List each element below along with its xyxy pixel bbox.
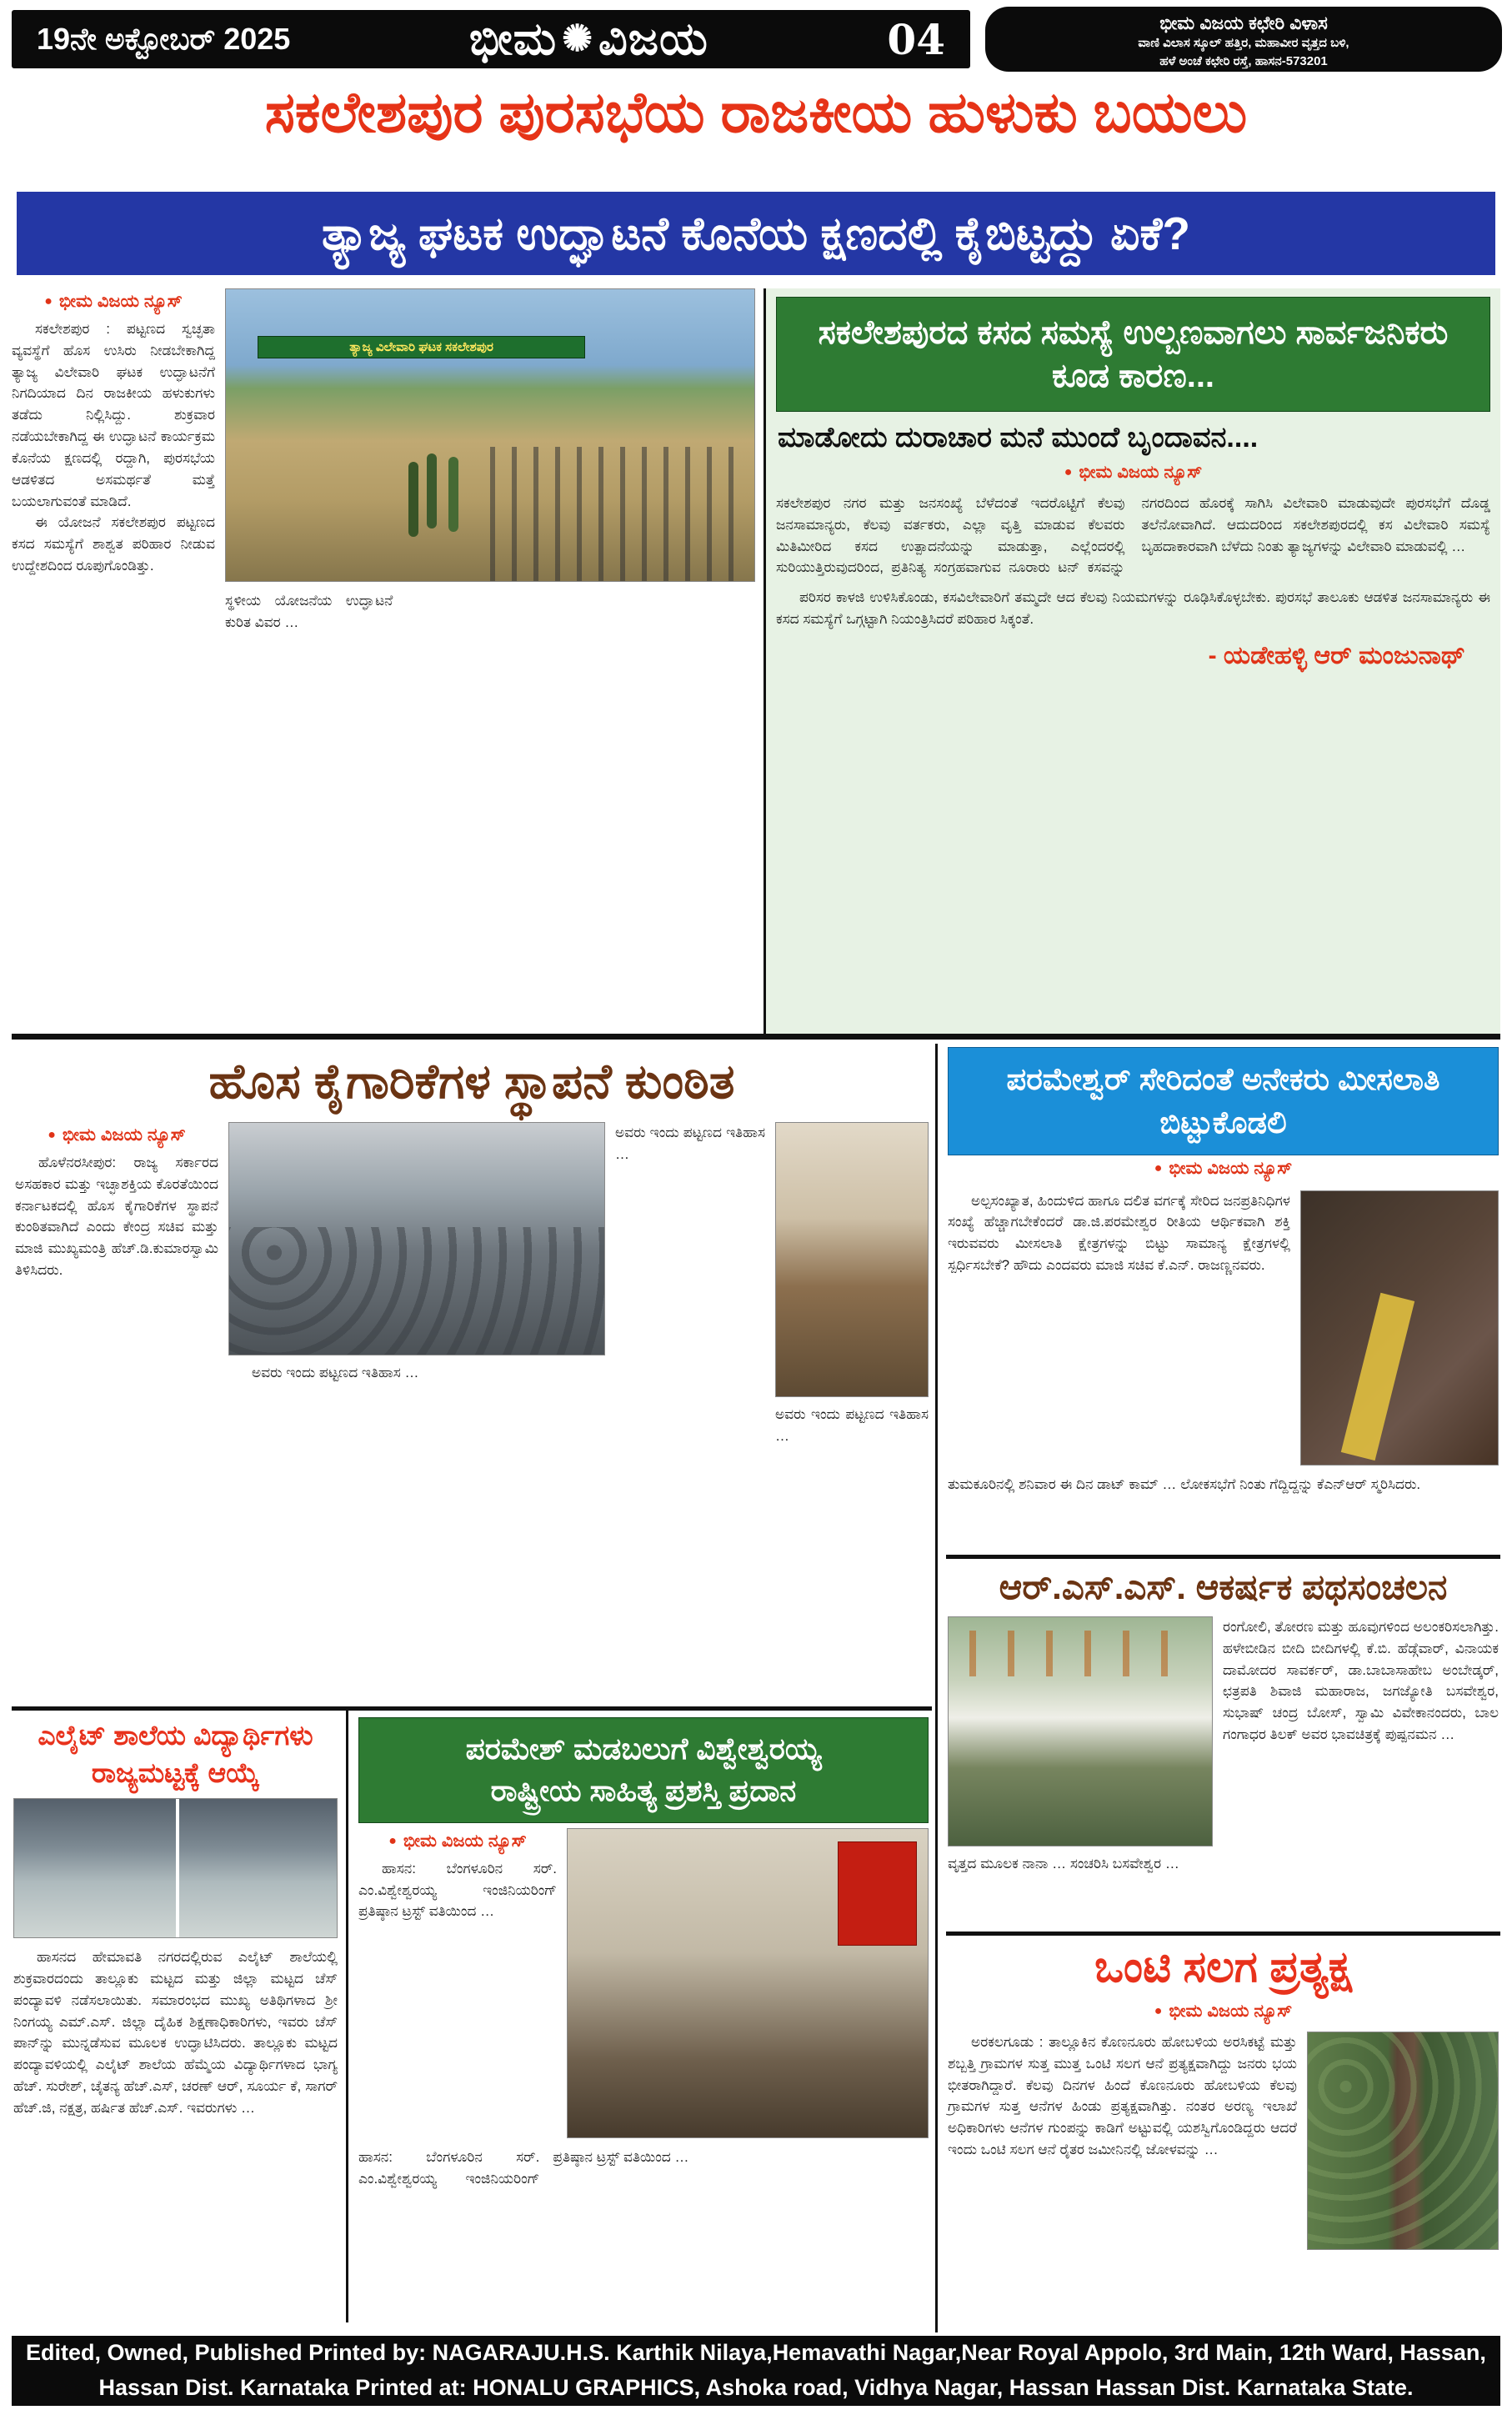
elite-school-body: ಹಾಸನದ ಹೇಮಾವತಿ ನಗರದಲ್ಲಿರುವ ಎಲೈಟ್ ಶಾಲೆಯಲ್ಲಿ ಶುಕ್ರವಾರದಂದು ತಾಲ್ಲೂಕು ಮಟ್ಟದ ಮತ್ತು ಜಿಲ್ಲಾ ಮಟ್ಟದ ಚೆಸ್ ಪಂದ್ಯಾವಳಿ ನಡೆಸಲಾಯಿತು. ಸಮಾರಂಭದ ಮುಖ್ಯ ಅತಿಥಿಗಳಾದ ಶ್ರೀ ನಿಂಗಯ್ಯ ಎಮ್.ಎಸ್. ಜಿಲ್ಲಾ ದೈಹಿಕ ಶಿಕ್ಷಣಾಧಿಕಾರಿಗಳು, ಇವರು ಚೆಸ್ ಪಾನ್‌ನ್ನು ಮುನ್ನಡೆಸುವ ಮೂಲಕ ಉದ್ಘಾಟಿಸಿದರು. ತಾಲ್ಲೂಕು ಮಟ್ಟದ ಪಂದ್ಯಾವಳಿಯಲ್ಲಿ ಎಲೈಟ್ ಶಾಲೆಯ ಹೆಮ್ಮೆಯ ವಿದ್ಯಾರ್ಥಿಗಳಾದ ಭಾಗ್ಯ ಹೆಚ್. ಸುರೇಶ್, ಚೈತನ್ಯ ಹೆಚ್.ಎಸ್, ಚರಣ್ ಆರ್, ಸೂರ್ಯ ಕೆ, ಸಾಗರ್ ಹೆಚ್.ಜಿ, ನಕ್ಷತ್ರ, ಹರ್ಷಿತ ಹೆಚ್.ಎಸ್. ಇವರುಗಳು … [13, 1949, 338, 2116]
reservation-body-end: ತುಮಕೂರಿನಲ್ಲಿ ಶನಿವಾರ ಈ ದಿನ ಡಾಟ್ ಕಾಮ್ … ಲೋಕಸಭೆಗೆ ನಿಂತು ಗೆದ್ದಿದ್ದನ್ನು ಕೆಎನ್‌ಆರ್ ಸ್ಮರಿಸಿದರು. [948, 1476, 1421, 1492]
masthead-bar [12, 10, 970, 68]
news-byline [15, 1122, 218, 1152]
waste-plant-photo [225, 288, 755, 582]
byline-label: ಭೀಮ ವಿಜಯ ನ್ಯೂಸ್ [62, 1125, 186, 1145]
industries-column-1 [15, 1122, 218, 1447]
industries-article [12, 1044, 932, 1711]
publisher-footer [12, 2336, 1500, 2406]
elephant-article [946, 1936, 1500, 2255]
rss-body-fragment: ವೃತ್ತದ ಮೂಲಕ ನಾನಾ … ಸಂಚರಿಸಿ ಬಸವೇಶ್ವರ … [948, 1856, 1179, 1871]
award-body: ಹಾಸನ: ಬೆಂಗಳೂರಿನ ಸರ್. ಎಂ.ವಿಶ್ವೇಶ್ವರಯ್ಯ ಇಂಜಿನಿಯರಿಂಗ್ ಪ್ರತಿಷ್ಠಾನ ಟ್ರಸ್ಟ್ ವತಿಯಿಂದ … [358, 1860, 557, 1920]
stage-banner-shape [838, 1841, 917, 1947]
industries-column-3: ಅವರು ಇಂದು ಪಟ್ಟಣದ ಇತಿಹಾಸ … [615, 1125, 765, 1162]
kumaraswamy-visit-photo [228, 1122, 605, 1355]
masthead-word-left: ಭೀಮ [468, 13, 558, 64]
crowd-shape [229, 1227, 604, 1355]
right-region [935, 1044, 1500, 2332]
oped-headline: ಸಕಲೇಶಪುರದ ಕಸದ ಸಮಸ್ಯೆ ಉಲ್ಬಣವಾಗಲು ಸಾರ್ವಜನಿಕರು ಕೂಡ ಕಾರಣ... [776, 297, 1490, 412]
lead-article [12, 288, 755, 1034]
byline-bullet-icon: ● [48, 1128, 56, 1142]
oped-author-signoff: - ಯಡೇಹಳ್ಳಿ ಆರ್ ಮಂಜುನಾಥ್ [1208, 641, 1465, 669]
reservation-headline: ಪರಮೇಶ್ವರ್ ಸೇರಿದಂತೆ ಅನೇಕರು ಮೀಸಲಾತಿ ಬಿಟ್ಟುಕೊಡಲಿ [948, 1047, 1499, 1155]
foliage-shape [1308, 2032, 1498, 2249]
lead-body-paragraph-1: ಸಕಲೇಶಪುರ : ಪಟ್ಟಣದ ಸ್ವಚ್ಛತಾ ವ್ಯವಸ್ಥೆಗೆ ಹೊಸ ಉಸಿರು ನೀಡಬೇಕಾಗಿದ್ದ ತ್ಯಾಜ್ಯ ವಿಲೇವಾರಿ ಘಟಕ ಉದ್ಘಾಟನೆಗೆ ನಿಗದಿಯಾದ ದಿನ ರಾಜಕೀಯ ಹಳುಕುಗಳು ತಡೆದು ನಿಲ್ಲಿಸಿದ್ದು. ಶುಕ್ರವಾರ ನಡೆಯಬೇಕಾಗಿದ್ದ ಈ ಉದ್ಘಾಟನೆ ಕಾರ್ಯಕ್ರಮ ಕೊನೆಯ ಕ್ಷಣದಲ್ಲಿ ರದ್ದಾಗಿ, ಪುರಸಭೆಯ ಆಡಳಿತದ ಅಸಮರ್ಥತೆ ಮತ್ತೆ ಬಯಲಾಗುವಂತೆ ಮಾಡಿದೆ. [12, 321, 215, 509]
gate-bars-shape [490, 447, 733, 581]
byline-label: ಭೀಮ ವಿಜಯ ನ್ಯೂಸ್ [1169, 1158, 1293, 1178]
section-divider [12, 1034, 1500, 1040]
lead-headline: ಸಕಲೇಶಪುರ ಪುರಸಭೆಯ ರಾಜಕೀಯ ಹುಳುಕು ಬಯಲು [264, 81, 1248, 144]
page-number: 04 [887, 14, 945, 64]
office-address-line1: ವಾಣಿ ವಿಲಾಸ ಸ್ಕೂಲ್ ಹತ್ತಿರ, ಮಹಾವೀರ ವೃತ್ತದ ಬಳಿ, [1138, 36, 1349, 50]
byline-bullet-icon: ● [1064, 465, 1073, 479]
industries-column-4-text: ಅವರು ಇಂದು ಪಟ್ಟಣದ ಇತಿಹಾಸ … [775, 1406, 929, 1444]
rss-body: ರಂಗೋಲಿ, ತೋರಣ ಮತ್ತು ಹೂವುಗಳಿಂದ ಅಲಂಕರಿಸಲಾಗಿತ್ತು. ಹಳೇಬೀಡಿನ ಬೀದಿ ಬೀದಿಗಳಲ್ಲಿ ಕೆ.ಬಿ. ಹೆಡ್ಗೆವಾರ್, ವಿನಾಯಕ ದಾಮೋದರ ಸಾವರ್ಕರ್, ಡಾ.ಬಾಬಾಸಾಹೇಬ ಅಂಬೇಡ್ಕರ್, ಛತ್ರಪತಿ ಶಿವಾಜಿ ಮಹಾರಾಜ, ಜಗಜ್ಯೋತಿ ಬಸವೇಶ್ವರ, ಸುಭಾಷ್ ಚಂದ್ರ ಬೋಸ್, ಸ್ವಾಮಿ ವಿವೇಕಾನಂದರು, ಬಾಲ ಗಂಗಾಧರ ತಿಲಕ್ ಅವರ ಭಾವಚಿತ್ರಕ್ಕೆ ಪುಷ್ಪನಮನ … [1223, 1619, 1499, 1743]
award-headline [358, 1717, 929, 1823]
award-body-continued: ಹಾಸನ: ಬೆಂಗಳೂರಿನ ಸರ್. ಎಂ.ವಿಶ್ವೇಶ್ವರಯ್ಯ ಇಂಜಿನಿಯರಿಂಗ್ ಪ್ರತಿಷ್ಠಾನ ಟ್ರಸ್ಟ್ ವತಿಯಿಂದ … [358, 2148, 689, 2187]
office-address-line2: ಹಳೆ ಅಂಚೆ ಕಛೇರಿ ರಸ್ತೆ, ಹಾಸನ-573201 [1159, 53, 1328, 68]
byline-label: ಭೀಮ ವಿಜಯ ನ್ಯೂಸ್ [403, 1831, 527, 1851]
industries-headline: ಹೊಸ ಕೈಗಾರಿಕೆಗಳ ಸ್ಥಾಪನೆ ಕುಂಠಿತ [208, 1055, 735, 1109]
lead-body-paragraph-2: ಈ ಯೋಜನೆ ಸಕಲೇಶಪುರ ಪಟ್ಟಣದ ಕಸದ ಸಮಸ್ಯೆಗೆ ಶಾಶ್ವತ ಪರಿಹಾರ ನೀಡುವ ಉದ್ದೇಶದಿಂದ ರೂಪುಗೊಂಡಿತ್ತು. [12, 514, 215, 574]
oped-article [764, 288, 1500, 1034]
students-group-photo [13, 1798, 338, 1938]
oped-body: ಸಕಲೇಶಪುರ ನಗರ ಮತ್ತು ಜನಸಂಖ್ಯೆ ಬೆಳೆದಂತೆ ಇದರೊಟ್ಟಿಗೆ ಕೆಲವು ಜನಸಾಮಾನ್ಯರು, ಕೆಲವು ವರ್ತಕರು, ಎಲ್ಲಾ ವೃತ್ತಿ ಮಾಡುವ ಕೆಲವರು ಮಿತಿಮೀರಿದ ಕಸದ ಉತ್ಪಾದನೆಯನ್ನು ಮಾಡುತ್ತಾ, ಎಲ್ಲೆಂದರಲ್ಲಿ ಸುರಿಯುತ್ತಿರುವುದರಿಂದ, ಪ್ರತಿನಿತ್ಯ ಸಂಗ್ರಹವಾಗುವ ನೂರಾರು ಟನ್ ಕಸವನ್ನು ನಗರದಿಂದ ಹೊರಕ್ಕೆ ಸಾಗಿಸಿ ವಿಲೇವಾರಿ ಮಾಡುವುದೇ ಪುರಸಭೆಗೆ ದೊಡ್ಡ ತಲೆನೋವಾಗಿದೆ. ಆದುದರಿಂದ ಸಕಲೇಶಪುರದಲ್ಲಿ ಕಸ ವಿಲೇವಾರಿ ಸಮಸ್ಯೆ ಬೃಹದಾಕಾರವಾಗಿ ಬೆಳೆದು ನಿಂತು ತ್ಯಾಜ್ಯಗಳನ್ನು ವಿಲೇವಾರಿ ಮಾಡುವಲ್ಲಿ … [776, 495, 1490, 576]
award-column-1 [358, 1828, 557, 2138]
news-byline [948, 1155, 1499, 1185]
reservation-body: ಅಲ್ಪಸಂಖ್ಯಾತ, ಹಿಂದುಳಿದ ಹಾಗೂ ದಲಿತ ವರ್ಗಕ್ಕೆ ಸೇರಿದ ಜನಪ್ರತಿನಿಧಿಗಳ ಸಂಖ್ಯೆ ಹೆಚ್ಚಾಗಬೇಕೆಂದರೆ ಡಾ.ಜಿ.ಪರಮೇಶ್ವರ ರೀತಿಯ ಆರ್ಥಿಕವಾಗಿ ಶಕ್ತಿ ಇರುವವರು ಮೀಸಲಾತಿ ಕ್ಷೇತ್ರಗಳನ್ನು ಬಿಟ್ಟು ಸಾಮಾನ್ಯ ಕ್ಷೇತ್ರಗಳಲ್ಲಿ ಸ್ಪರ್ಧಿಸಬೇಕೆ? ಹೌದು ಎಂದವರು ಮಾಜಿ ಸಚಿವ ಕೆ.ಎನ್. ರಾಜಣ್ಣನವರು. [948, 1192, 1290, 1274]
lead-subheadline-bar: ತ್ಯಾಜ್ಯ ಘಟಕ ಉದ್ಘಾಟನೆ ಕೊನೆಯ ಕ್ಷಣದಲ್ಲಿ ಕೈಬಿಟ್ಟದ್ದು ಏಕೆ? [17, 192, 1495, 275]
oped-strapline: ಮಾಡೋದು ದುರಾಚಾರ ಮನೆ ಮುಂದೆ ಬೃಂದಾವನ.... [778, 422, 1259, 453]
reservation-article [946, 1044, 1500, 1559]
award-headline-line1: ಪರಮೇಶ್ ಮಡಬಲುಗೆ ವಿಶ್ವೇಶ್ವರಯ್ಯ [465, 1731, 822, 1766]
elephant-headline: ಒಂಟಿ ಸಲಗ ಪ್ರತ್ಯಕ್ಷ [1094, 1943, 1352, 1992]
chakra-icon: ✺ [562, 18, 593, 59]
photo-split-divider [176, 1799, 179, 1937]
byline-label: ಭೀಮ ವಿಜಯ ನ್ಯೂಸ್ [1169, 2002, 1293, 2021]
industries-middle [228, 1122, 605, 1447]
office-address-title: ಭೀಮ ವಿಜಯ ಕಛೇರಿ ವಿಳಾಸ [1159, 13, 1328, 33]
award-headline-line2: ರಾಷ್ಟ್ರೀಯ ಸಾಹಿತ್ಯ ಪ್ರಶಸ್ತಿ ಪ್ರದಾನ [490, 1773, 797, 1808]
news-byline [12, 288, 215, 318]
news-byline [948, 1998, 1499, 2028]
publisher-footer-line1: Edited, Owned, Published Printed by: NAGARAJU.H.S. Karthik Nilaya,Hemavathi Nagar,Near Royal Appolo, 3rd Main, 12th Ward, Hassan, [26, 2340, 1486, 2366]
left-region [12, 1044, 932, 2332]
rss-march-photo [948, 1616, 1213, 1846]
edition-date: 19ನೇ ಅಕ್ಟೋಬರ್ 2025 [37, 21, 291, 56]
elephant-body: ಅರಕಲಗೂಡು : ತಾಲ್ಲೂಕಿನ ಕೊಣನೂರು ಹೋಬಳಿಯ ಅರಸಿಕಟ್ಟೆ ಮತ್ತು ಶಬ್ಬತ್ತಿ ಗ್ರಾಮಗಳ ಸುತ್ತ ಮುತ್ತ ಒಂಟಿ ಸಲಗ ಆನೆ ಪ್ರತ್ಯಕ್ಷವಾಗಿದ್ದು ಜನರು ಭಯ ಭೀತರಾಗಿದ್ದಾರೆ. ಕೆಲವು ದಿನಗಳ ಹಿಂದೆ ಕೊಣನೂರು ಹೋಬಳಿಯ ಕೆಲವು ಗ್ರಾಮಗಳ ಸುತ್ತ ಆನೆಗಳ ಹಿಂಡು ಪ್ರತ್ಯಕ್ಷವಾಗಿತ್ತು. ನಂತರ ಅರಣ್ಯ ಇಲಾಖೆ ಅಧಿಕಾರಿಗಳು ಆನೆಗಳ ಗುಂಪನ್ನು ಕಾಡಿಗೆ ಅಟ್ಟುವಲ್ಲಿ ಯಶಸ್ವಿಗೊಂಡಿದ್ದರು ಆದರೆ ಇಂದು ಒಂಟಿ ಸಲಗ ಆನೆ ರೈತರ ಜಮೀನಿನಲ್ಲಿ ಜೋಳವನ್ನು … [948, 2034, 1297, 2158]
elite-school-headline: ಎಲೈಟ್ ಶಾಲೆಯ ವಿದ್ಯಾರ್ಥಿಗಳು ರಾಜ್ಯಮಟ್ಟಕ್ಕೆ ಆಯ್ಕೆ [38, 1720, 313, 1788]
industries-body-continued: ಅವರು ಇಂದು ಪಟ್ಟಣದ ಇತಿಹಾಸ … [252, 1365, 419, 1380]
lead-article-right [225, 288, 755, 1034]
byline-label: ಭೀಮ ವಿಜಯ ನ್ಯೂಸ್ [58, 292, 183, 311]
lead-article-column-1 [12, 288, 215, 1034]
waste-plant-banner-text: ತ್ಯಾಜ್ಯ ವಿಲೇವಾರಿ ಘಟಕ ಸಕಲೇಶಪುರ [258, 336, 585, 358]
elephant-photo [1307, 2032, 1499, 2250]
top-section [12, 288, 1500, 1034]
news-byline [776, 459, 1490, 489]
speaker-photo [1300, 1190, 1499, 1466]
industries-body: ಹೊಳೆನರಸೀಪುರ: ರಾಜ್ಯ ಸರ್ಕಾರದ ಅಸಹಕಾರ ಮತ್ತು ಇಚ್ಛಾಶಕ್ತಿಯ ಕೊರತೆಯಿಂದ ಕರ್ನಾಟಕದಲ್ಲಿ ಹೊಸ ಕೈಗಾರಿಕೆಗಳ ಸ್ಥಾಪನೆ ಕುಂಠಿತವಾಗಿದೆ ಎಂದು ಕೇಂದ್ರ ಸಚಿವ ಮತ್ತು ಮಾಜಿ ಮುಖ್ಯಮಂತ್ರಿ ಹೆಚ್.ಡಿ.ಕುಮಾರಸ್ವಾಮಿ ತಿಳಿಸಿದರು. [15, 1155, 218, 1279]
bottom-row [12, 1711, 932, 2322]
award-article [348, 1711, 932, 2322]
office-address-box [985, 7, 1502, 72]
industries-column-4 [775, 1122, 929, 1447]
palm-tree-shape [427, 453, 437, 529]
byline-bullet-icon: ● [44, 294, 53, 308]
byline-label: ಭೀಮ ವಿಜಯ ನ್ಯೂಸ್ [1079, 463, 1203, 482]
lead-body-continued: ಸ್ಥಳೀಯ ಯೋಜನೆಯ ಉದ್ಘಾಟನೆ ಕುರಿತ ವಿವರ … [225, 593, 393, 630]
rss-headline: ಆರ್.ಎಸ್.ಎಸ್. ಆಕರ್ಷಕ ಪಥಸಂಚಲನ [999, 1567, 1448, 1606]
rss-article [946, 1559, 1500, 1936]
byline-bullet-icon: ● [388, 1833, 397, 1848]
byline-bullet-icon: ● [1154, 1160, 1163, 1175]
elite-school-article [12, 1711, 348, 2322]
masthead-word-right: ವಿಜಯ [598, 13, 708, 64]
march-flags-shape [969, 1631, 1190, 1676]
award-ceremony-photo [567, 1828, 929, 2138]
byline-bullet-icon: ● [1154, 2004, 1163, 2018]
yellow-shawl-shape [1341, 1293, 1415, 1461]
publisher-footer-line2: Hassan Dist. Karnataka Printed at: HONALU GRAPHICS, Ashoka road, Vidhya Nagar, Hassan Hassan Dist. Karnataka State. [98, 2375, 1414, 2400]
news-byline [358, 1828, 557, 1858]
masthead-title [469, 13, 708, 66]
procession-photo [775, 1122, 929, 1397]
oped-body-end: ಪರಿಸರ ಕಾಳಜಿ ಉಳಿಸಿಕೊಂಡು, ಕಸವಿಲೇವಾರಿಗೆ ತಮ್ಮದೇ ಆದ ಕೆಲವು ನಿಯಮಗಳನ್ನು ರೂಢಿಸಿಕೊಳ್ಳಬೇಕು. ಪುರಸಭೆ ತಾಲೂಕು ಆಡಳಿತ ಜನಸಾಮಾನ್ಯರು ಈ ಕಸದ ಸಮಸ್ಯೆಗೆ ಒಗ್ಗಟ್ಟಾಗಿ ನಿಯಂತ್ರಿಸಿದರೆ ಪರಿಹಾರ ಸಿಕ್ಕಂತೆ. [776, 589, 1490, 628]
